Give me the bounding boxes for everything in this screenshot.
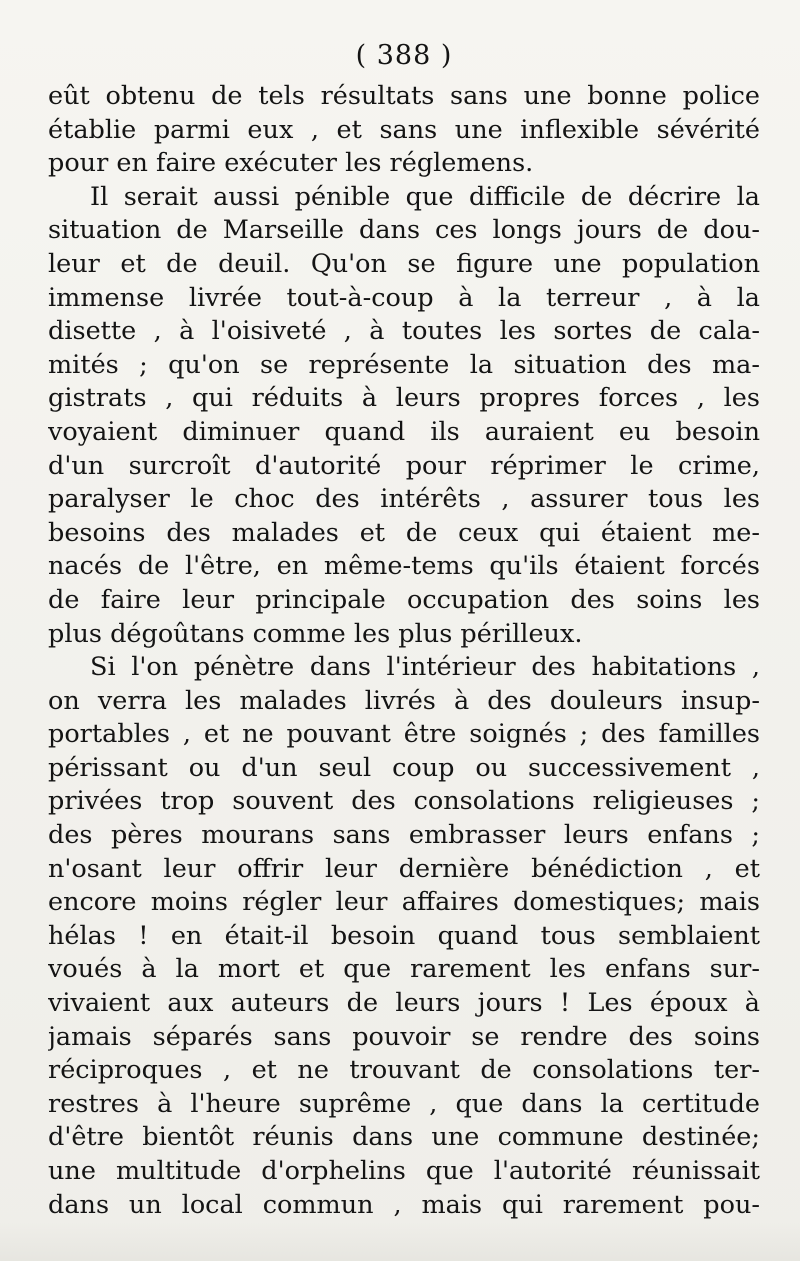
body-text — [48, 80, 760, 1222]
page-bottom-shadow — [0, 1221, 800, 1261]
text-line: leur et de deuil. Qu'on se figure une population — [48, 248, 760, 279]
page-number: ( 388 ) — [355, 40, 453, 71]
text-line: d'être bientôt réunis dans une commune destinée; — [48, 1122, 760, 1153]
text-line: privées trop souvent des consolations religieuses ; — [48, 786, 760, 817]
text-line: nacés de l'être, en même-tems qu'ils étaient forcés — [48, 551, 760, 582]
text-line: mités ; qu'on se représente la situation des ma- — [48, 349, 760, 380]
text-line: hélas ! en était-il besoin quand tous semblaient — [48, 920, 760, 951]
text-line: vivaient aux auteurs de leurs jours ! Les époux à — [48, 988, 760, 1019]
text-line: Il serait aussi pénible que difficile de décrire la — [90, 181, 760, 212]
text-line: réciproques , et ne trouvant de consolations ter- — [48, 1055, 760, 1086]
text-line: d'un surcroît d'autorité pour réprimer le crime, — [48, 450, 760, 481]
text-line: on verra les malades livrés à des douleurs insup- — [48, 685, 760, 716]
text-line: voués à la mort et que rarement les enfans sur- — [48, 954, 760, 985]
text-line: Si l'on pénètre dans l'intérieur des habitations , — [90, 652, 760, 683]
text-line: besoins des malades et de ceux qui étaient me- — [48, 517, 760, 548]
text-line: eût obtenu de tels résultats sans une bonne police — [48, 81, 760, 111]
text-line: une multitude d'orphelins que l'autorité réunissait — [48, 1156, 760, 1186]
text-line: établie parmi eux , et sans une inflexible sévérité — [48, 114, 760, 145]
text-line: plus dégoûtans comme les plus périlleux. — [48, 618, 583, 649]
text-line: restres à l'heure suprême , que dans la certitude — [48, 1088, 760, 1119]
text-line: périssant ou d'un seul coup ou successivement , — [48, 752, 760, 783]
text-line: gistrats , qui réduits à leurs propres forces , les — [48, 383, 760, 414]
text-line: encore moins régler leur affaires domestiques; mais — [48, 887, 760, 918]
text-line: jamais séparés sans pouvoir se rendre des soins — [48, 1021, 760, 1052]
text-line: immense livrée tout-à-coup à la terreur , à la — [48, 282, 760, 313]
text-line: de faire leur principale occupation des soins les — [48, 584, 760, 615]
text-line: des pères mourans sans embrasser leurs enfans ; — [48, 820, 760, 851]
text-line: n'osant leur offrir leur dernière bénédiction , et — [48, 853, 760, 884]
text-line: situation de Marseille dans ces longs jours de dou- — [48, 215, 760, 246]
text-line: disette , à l'oisiveté , à toutes les sortes de cala- — [48, 316, 760, 347]
text-line: pour en faire exécuter les réglemens. — [48, 148, 534, 179]
text-line: paralyser le choc des intérêts , assurer tous les — [48, 484, 760, 515]
text-line: voyaient diminuer quand ils auraient eu besoin — [48, 416, 760, 447]
text-line: dans un local commun , mais qui rarement pou- — [48, 1189, 760, 1220]
text-line: portables , et ne pouvant être soignés ; des familles — [48, 719, 760, 750]
